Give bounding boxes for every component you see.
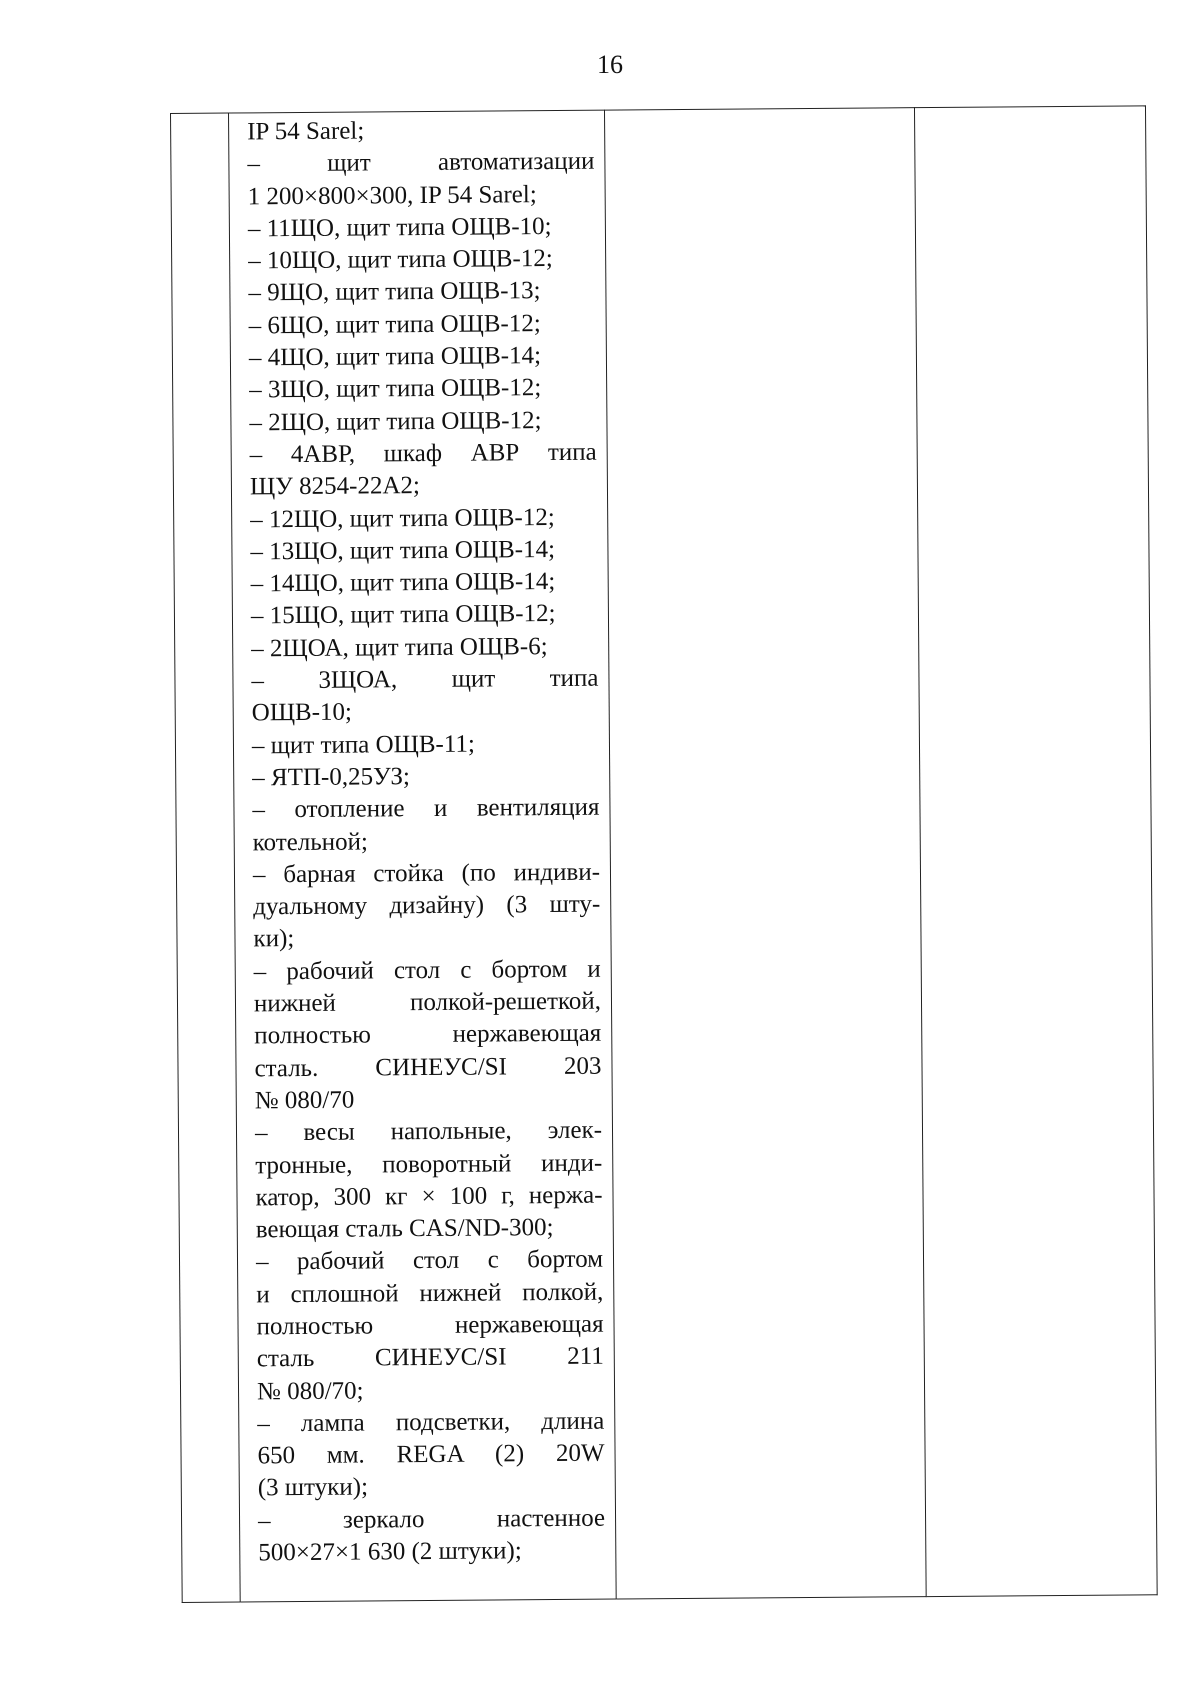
description-line: – 11ЩО, щит типа ОЩВ-10; (247, 212, 552, 243)
description-line: – лампа подсветки, длина (257, 1407, 605, 1438)
description-line: дуальному дизайну) (3 шту- (253, 890, 601, 921)
description-line: – 6ЩО, щит типа ОЩВ-12; (248, 309, 541, 340)
empty-cell-4 (914, 106, 1157, 1597)
description-line: – 15ЩО, щит типа ОЩВ-12; (250, 600, 556, 630)
table-row (171, 106, 1158, 1603)
description-line: – 10ЩО, щит типа ОЩВ-12; (248, 245, 553, 275)
description-line: (3 штуки); (257, 1473, 369, 1502)
description-line: – 4ЩО, щит типа ОЩВ-14; (248, 342, 542, 372)
description-line: – 12ЩО, щит типа ОЩВ-12; (250, 503, 555, 533)
description-line: 650 мм. REGA (2) 20W (257, 1439, 605, 1470)
description-line: – рабочий стол с бортом (255, 1246, 604, 1276)
description-line: – 2ЩО, щит типа ОЩВ-12; (249, 406, 542, 437)
description-line: котельной; (252, 828, 368, 856)
description-line: – весы напольные, элек- (254, 1116, 603, 1147)
description-line: – зеркало настенное (257, 1504, 606, 1535)
description-line: – 14ЩО, щит типа ОЩВ-14; (250, 568, 556, 598)
description-line: полностью нержавеющая (256, 1310, 604, 1341)
description-line: веющая сталь CAS/ND-300; (255, 1214, 554, 1244)
equipment-description (229, 111, 615, 1570)
page-number: 16 (597, 50, 623, 79)
description-line: ЩУ 8254-22А2; (249, 472, 421, 501)
description-line: – 3ЩО, щит типа ОЩВ-12; (249, 374, 542, 404)
empty-cell-3 (604, 108, 926, 1599)
equipment-table (170, 105, 1157, 1603)
table-grid (170, 105, 1158, 1603)
description-line: ки); (253, 925, 295, 953)
description-line: – 4АВР, шкаф АВР типа (249, 438, 597, 469)
description-line: 1 200×800×300, IP 54 Sarel; (247, 180, 537, 210)
description-line: – 2ЩОА, щит типа ОЩВ-6; (251, 632, 548, 663)
description-line: – 3ЩОА, щит типа (251, 664, 599, 695)
description-line: сталь. СИНЕУС/SI 203 (254, 1052, 602, 1082)
description-line: – 13ЩО, щит типа ОЩВ-14; (250, 535, 556, 566)
description-line: тронные, поворотный инди- (255, 1149, 603, 1179)
description-cell (229, 110, 617, 1602)
description-line: № 080/70; (256, 1377, 364, 1405)
description-line: – щит типа ОЩВ-11; (251, 730, 475, 760)
description-line: – 9ЩО, щит типа ОЩВ-13; (248, 277, 541, 307)
description-line: 500×27×1 630 (2 штуки); (258, 1537, 522, 1567)
description-line: – щит автоматизации (247, 147, 595, 178)
description-line: ОЩВ-10; (251, 698, 353, 727)
description-line: – барная стойка (по индиви- (252, 858, 601, 889)
description-line: – ЯТП-0,25УЗ; (252, 763, 410, 792)
description-line: полностью нержавеющая (254, 1019, 602, 1050)
description-line: катор, 300 кг × 100 г, нержа- (255, 1181, 603, 1212)
description-line: сталь СИНЕУС/SI 211 (256, 1342, 604, 1373)
description-line: – отопление и вентиляция (252, 793, 600, 824)
description-line: IP 54 Sarel; (247, 117, 365, 146)
description-line: – рабочий стол с бортом и (253, 955, 601, 986)
description-line: нижней полкой-решеткой, (253, 987, 602, 1018)
description-line: и сплошной нижней полкой, (256, 1278, 604, 1309)
description-line: № 080/70 (254, 1086, 355, 1115)
